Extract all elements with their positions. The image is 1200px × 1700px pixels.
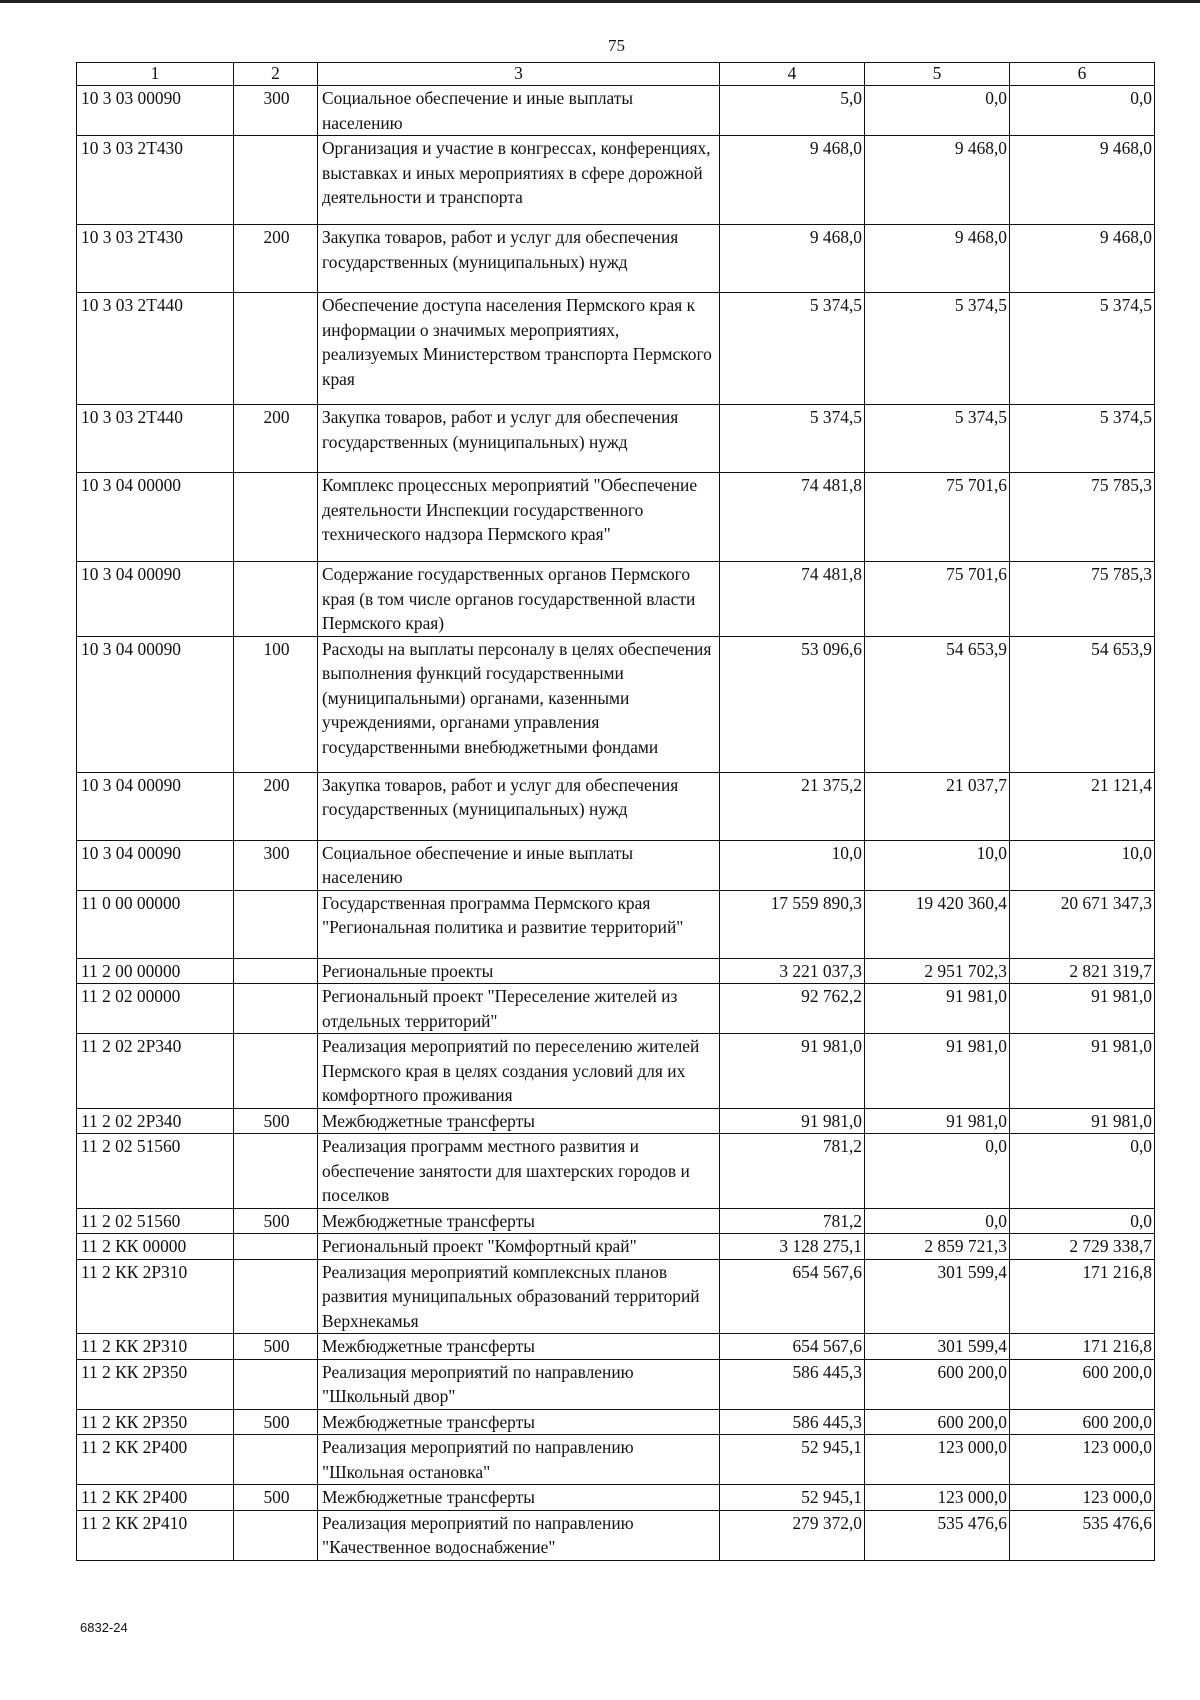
cell-value-col4: 586 445,3 [720, 1409, 865, 1435]
cell-value-col4: 5,0 [720, 86, 865, 136]
cell-code: 10 3 03 2Т440 [77, 293, 234, 405]
cell-value-col4: 5 374,5 [720, 293, 865, 405]
cell-name: Региональные проекты [318, 958, 720, 984]
cell-value-col6: 75 785,3 [1010, 562, 1155, 637]
cell-value-col4: 9 468,0 [720, 225, 865, 293]
cell-value-col5: 75 701,6 [865, 562, 1010, 637]
table-row [77, 958, 1155, 984]
table-row [77, 136, 1155, 225]
cell-value-col5: 75 701,6 [865, 473, 1010, 562]
cell-value-col4: 5 374,5 [720, 405, 865, 473]
header-col-1: 1 [77, 63, 234, 86]
cell-name: Закупка товаров, работ и услуг для обеспечения государственных (муниципальных) нужд [318, 772, 720, 840]
cell-code: 10 3 04 00090 [77, 562, 234, 637]
cell-value-col6: 91 981,0 [1010, 1034, 1155, 1109]
table-header [77, 63, 1155, 86]
cell-code: 11 0 00 00000 [77, 890, 234, 958]
cell-value-col6: 171 216,8 [1010, 1259, 1155, 1334]
cell-name: Межбюджетные трансферты [318, 1108, 720, 1134]
page-number: 75 [608, 36, 625, 55]
header-col-6: 6 [1010, 63, 1155, 86]
cell-expense-type [234, 890, 318, 958]
cell-value-col6: 5 374,5 [1010, 293, 1155, 405]
cell-expense-type [234, 1359, 318, 1409]
cell-code: 11 2 КК 2Р310 [77, 1259, 234, 1334]
cell-expense-type [234, 136, 318, 225]
cell-name: Расходы на выплаты персоналу в целях обеспечения выполнения функций государственными (муниципальными) органами, казенными учреждениями, органами управления государственными внебюджетными фондами [318, 636, 720, 772]
cell-name: Межбюджетные трансферты [318, 1409, 720, 1435]
cell-code: 11 2 02 00000 [77, 984, 234, 1034]
cell-code: 10 3 04 00090 [77, 840, 234, 890]
cell-value-col5: 5 374,5 [865, 405, 1010, 473]
header-col-2: 2 [234, 63, 318, 86]
cell-value-col5: 2 859 721,3 [865, 1234, 1010, 1260]
table-row [77, 1034, 1155, 1109]
cell-expense-type: 500 [234, 1409, 318, 1435]
cell-value-col6: 0,0 [1010, 1134, 1155, 1209]
cell-value-col6: 0,0 [1010, 1208, 1155, 1234]
cell-value-col4: 74 481,8 [720, 562, 865, 637]
cell-name: Межбюджетные трансферты [318, 1334, 720, 1360]
cell-value-col6: 9 468,0 [1010, 225, 1155, 293]
cell-name: Государственная программа Пермского края "Региональная политика и развитие территорий" [318, 890, 720, 958]
cell-value-col4: 53 096,6 [720, 636, 865, 772]
cell-value-col6: 54 653,9 [1010, 636, 1155, 772]
table-row [77, 1208, 1155, 1234]
cell-code: 11 2 02 2Р340 [77, 1034, 234, 1109]
cell-value-col6: 91 981,0 [1010, 984, 1155, 1034]
cell-value-col5: 5 374,5 [865, 293, 1010, 405]
cell-value-col4: 781,2 [720, 1134, 865, 1209]
cell-value-col5: 123 000,0 [865, 1435, 1010, 1485]
cell-expense-type: 500 [234, 1485, 318, 1511]
table-row [77, 473, 1155, 562]
cell-expense-type [234, 1435, 318, 1485]
cell-value-col4: 74 481,8 [720, 473, 865, 562]
cell-name: Социальное обеспечение и иные выплаты населению [318, 86, 720, 136]
cell-code: 11 2 КК 2Р310 [77, 1334, 234, 1360]
cell-value-col6: 10,0 [1010, 840, 1155, 890]
cell-value-col5: 0,0 [865, 86, 1010, 136]
table-row [77, 1334, 1155, 1360]
cell-value-col5: 600 200,0 [865, 1409, 1010, 1435]
cell-value-col5: 535 476,6 [865, 1510, 1010, 1560]
cell-expense-type: 200 [234, 405, 318, 473]
cell-code: 11 2 КК 2Р410 [77, 1510, 234, 1560]
cell-code: 11 2 02 2Р340 [77, 1108, 234, 1134]
table-row [77, 1134, 1155, 1209]
table-row [77, 293, 1155, 405]
table-row [77, 225, 1155, 293]
table-row [77, 405, 1155, 473]
cell-value-col5: 0,0 [865, 1208, 1010, 1234]
cell-code: 11 2 КК 2Р350 [77, 1409, 234, 1435]
cell-code: 11 2 02 51560 [77, 1134, 234, 1209]
cell-expense-type [234, 1510, 318, 1560]
cell-name: Комплекс процессных мероприятий "Обеспечение деятельности Инспекции государственного технического надзора Пермского края" [318, 473, 720, 562]
cell-value-col4: 52 945,1 [720, 1435, 865, 1485]
cell-code: 10 3 03 2Т430 [77, 136, 234, 225]
cell-value-col6: 21 121,4 [1010, 772, 1155, 840]
cell-expense-type: 500 [234, 1208, 318, 1234]
cell-value-col5: 0,0 [865, 1134, 1010, 1209]
cell-value-col5: 600 200,0 [865, 1359, 1010, 1409]
cell-value-col5: 2 951 702,3 [865, 958, 1010, 984]
cell-code: 10 3 03 2Т430 [77, 225, 234, 293]
cell-expense-type: 200 [234, 225, 318, 293]
cell-name: Реализация мероприятий по направлению "Качественное водоснабжение" [318, 1510, 720, 1560]
cell-code: 11 2 02 51560 [77, 1208, 234, 1234]
cell-value-col5: 21 037,7 [865, 772, 1010, 840]
cell-value-col5: 123 000,0 [865, 1485, 1010, 1511]
cell-value-col6: 2 729 338,7 [1010, 1234, 1155, 1260]
table-row [77, 562, 1155, 637]
table-row [77, 772, 1155, 840]
cell-value-col4: 654 567,6 [720, 1259, 865, 1334]
cell-name: Реализация мероприятий комплексных планов развития муниципальных образований территорий Верхнекамья [318, 1259, 720, 1334]
cell-value-col5: 54 653,9 [865, 636, 1010, 772]
cell-value-col6: 0,0 [1010, 86, 1155, 136]
cell-value-col5: 301 599,4 [865, 1334, 1010, 1360]
cell-value-col5: 10,0 [865, 840, 1010, 890]
cell-value-col4: 279 372,0 [720, 1510, 865, 1560]
cell-value-col4: 9 468,0 [720, 136, 865, 225]
cell-value-col4: 91 981,0 [720, 1034, 865, 1109]
cell-name: Региональный проект "Переселение жителей из отдельных территорий" [318, 984, 720, 1034]
cell-value-col6: 600 200,0 [1010, 1359, 1155, 1409]
cell-code: 11 2 00 00000 [77, 958, 234, 984]
cell-value-col4: 3 128 275,1 [720, 1234, 865, 1260]
cell-value-col6: 5 374,5 [1010, 405, 1155, 473]
header-col-5: 5 [865, 63, 1010, 86]
cell-code: 10 3 03 00090 [77, 86, 234, 136]
cell-name: Закупка товаров, работ и услуг для обеспечения государственных (муниципальных) нужд [318, 225, 720, 293]
cell-name: Реализация мероприятий по переселению жителей Пермского края в целях создания условий для их комфортного проживания [318, 1034, 720, 1109]
cell-expense-type: 500 [234, 1334, 318, 1360]
cell-code: 10 3 04 00000 [77, 473, 234, 562]
header-row [77, 63, 1155, 86]
cell-name: Закупка товаров, работ и услуг для обеспечения государственных (муниципальных) нужд [318, 405, 720, 473]
cell-value-col5: 9 468,0 [865, 225, 1010, 293]
cell-expense-type: 100 [234, 636, 318, 772]
cell-name: Содержание государственных органов Пермского края (в том числе органов государственной власти Пермского края) [318, 562, 720, 637]
cell-expense-type [234, 1034, 318, 1109]
cell-value-col5: 91 981,0 [865, 1108, 1010, 1134]
header-col-4: 4 [720, 63, 865, 86]
cell-name: Межбюджетные трансферты [318, 1208, 720, 1234]
table-row [77, 1409, 1155, 1435]
cell-value-col6: 91 981,0 [1010, 1108, 1155, 1134]
cell-value-col5: 19 420 360,4 [865, 890, 1010, 958]
budget-table [76, 62, 1155, 1561]
cell-value-col6: 600 200,0 [1010, 1409, 1155, 1435]
table-row [77, 636, 1155, 772]
table-body [77, 86, 1155, 1561]
cell-expense-type [234, 984, 318, 1034]
cell-value-col6: 9 468,0 [1010, 136, 1155, 225]
cell-value-col5: 91 981,0 [865, 984, 1010, 1034]
cell-value-col4: 92 762,2 [720, 984, 865, 1034]
cell-name: Региональный проект "Комфортный край" [318, 1234, 720, 1260]
cell-expense-type: 300 [234, 86, 318, 136]
cell-value-col6: 171 216,8 [1010, 1334, 1155, 1360]
cell-code: 10 3 04 00090 [77, 772, 234, 840]
cell-code: 10 3 03 2Т440 [77, 405, 234, 473]
cell-expense-type [234, 293, 318, 405]
cell-code: 11 2 КК 00000 [77, 1234, 234, 1260]
cell-expense-type [234, 1234, 318, 1260]
table-row [77, 984, 1155, 1034]
cell-name: Реализация мероприятий по направлению "Школьный двор" [318, 1359, 720, 1409]
cell-expense-type [234, 473, 318, 562]
cell-value-col4: 3 221 037,3 [720, 958, 865, 984]
table-row [77, 1359, 1155, 1409]
table-row [77, 890, 1155, 958]
cell-value-col4: 91 981,0 [720, 1108, 865, 1134]
cell-name: Реализация мероприятий по направлению "Школьная остановка" [318, 1435, 720, 1485]
cell-value-col4: 52 945,1 [720, 1485, 865, 1511]
cell-value-col5: 301 599,4 [865, 1259, 1010, 1334]
cell-value-col5: 9 468,0 [865, 136, 1010, 225]
cell-value-col4: 21 375,2 [720, 772, 865, 840]
cell-code: 11 2 КК 2Р350 [77, 1359, 234, 1409]
cell-value-col4: 10,0 [720, 840, 865, 890]
table-row [77, 840, 1155, 890]
cell-expense-type: 200 [234, 772, 318, 840]
cell-name: Обеспечение доступа населения Пермского края к информации о значимых мероприятиях, реализуемых Министерством транспорта Пермского края [318, 293, 720, 405]
cell-value-col4: 17 559 890,3 [720, 890, 865, 958]
cell-code: 11 2 КК 2Р400 [77, 1485, 234, 1511]
table-row [77, 1259, 1155, 1334]
cell-value-col5: 91 981,0 [865, 1034, 1010, 1109]
cell-expense-type [234, 958, 318, 984]
cell-value-col4: 781,2 [720, 1208, 865, 1234]
cell-code: 11 2 КК 2Р400 [77, 1435, 234, 1485]
table-row [77, 1234, 1155, 1260]
cell-value-col6: 20 671 347,3 [1010, 890, 1155, 958]
cell-name: Социальное обеспечение и иные выплаты населению [318, 840, 720, 890]
cell-value-col6: 123 000,0 [1010, 1485, 1155, 1511]
cell-expense-type [234, 562, 318, 637]
cell-value-col6: 2 821 319,7 [1010, 958, 1155, 984]
header-col-3: 3 [318, 63, 720, 86]
cell-name: Межбюджетные трансферты [318, 1485, 720, 1511]
table-row [77, 1108, 1155, 1134]
cell-value-col4: 654 567,6 [720, 1334, 865, 1360]
table-row [77, 1435, 1155, 1485]
cell-expense-type [234, 1134, 318, 1209]
table-row [77, 1510, 1155, 1560]
cell-value-col6: 75 785,3 [1010, 473, 1155, 562]
cell-value-col6: 123 000,0 [1010, 1435, 1155, 1485]
table-row [77, 86, 1155, 136]
scan-top-border [0, 0, 1200, 3]
cell-value-col4: 586 445,3 [720, 1359, 865, 1409]
cell-expense-type: 500 [234, 1108, 318, 1134]
cell-name: Организация и участие в конгрессах, конференциях, выставках и иных мероприятиях в сфере дорожной деятельности и транспорта [318, 136, 720, 225]
cell-name: Реализация программ местного развития и обеспечение занятости для шахтерских городов и поселков [318, 1134, 720, 1209]
document-code: 6832-24 [80, 1620, 128, 1635]
cell-expense-type [234, 1259, 318, 1334]
cell-value-col6: 535 476,6 [1010, 1510, 1155, 1560]
cell-code: 10 3 04 00090 [77, 636, 234, 772]
table-row [77, 1485, 1155, 1511]
cell-expense-type: 300 [234, 840, 318, 890]
